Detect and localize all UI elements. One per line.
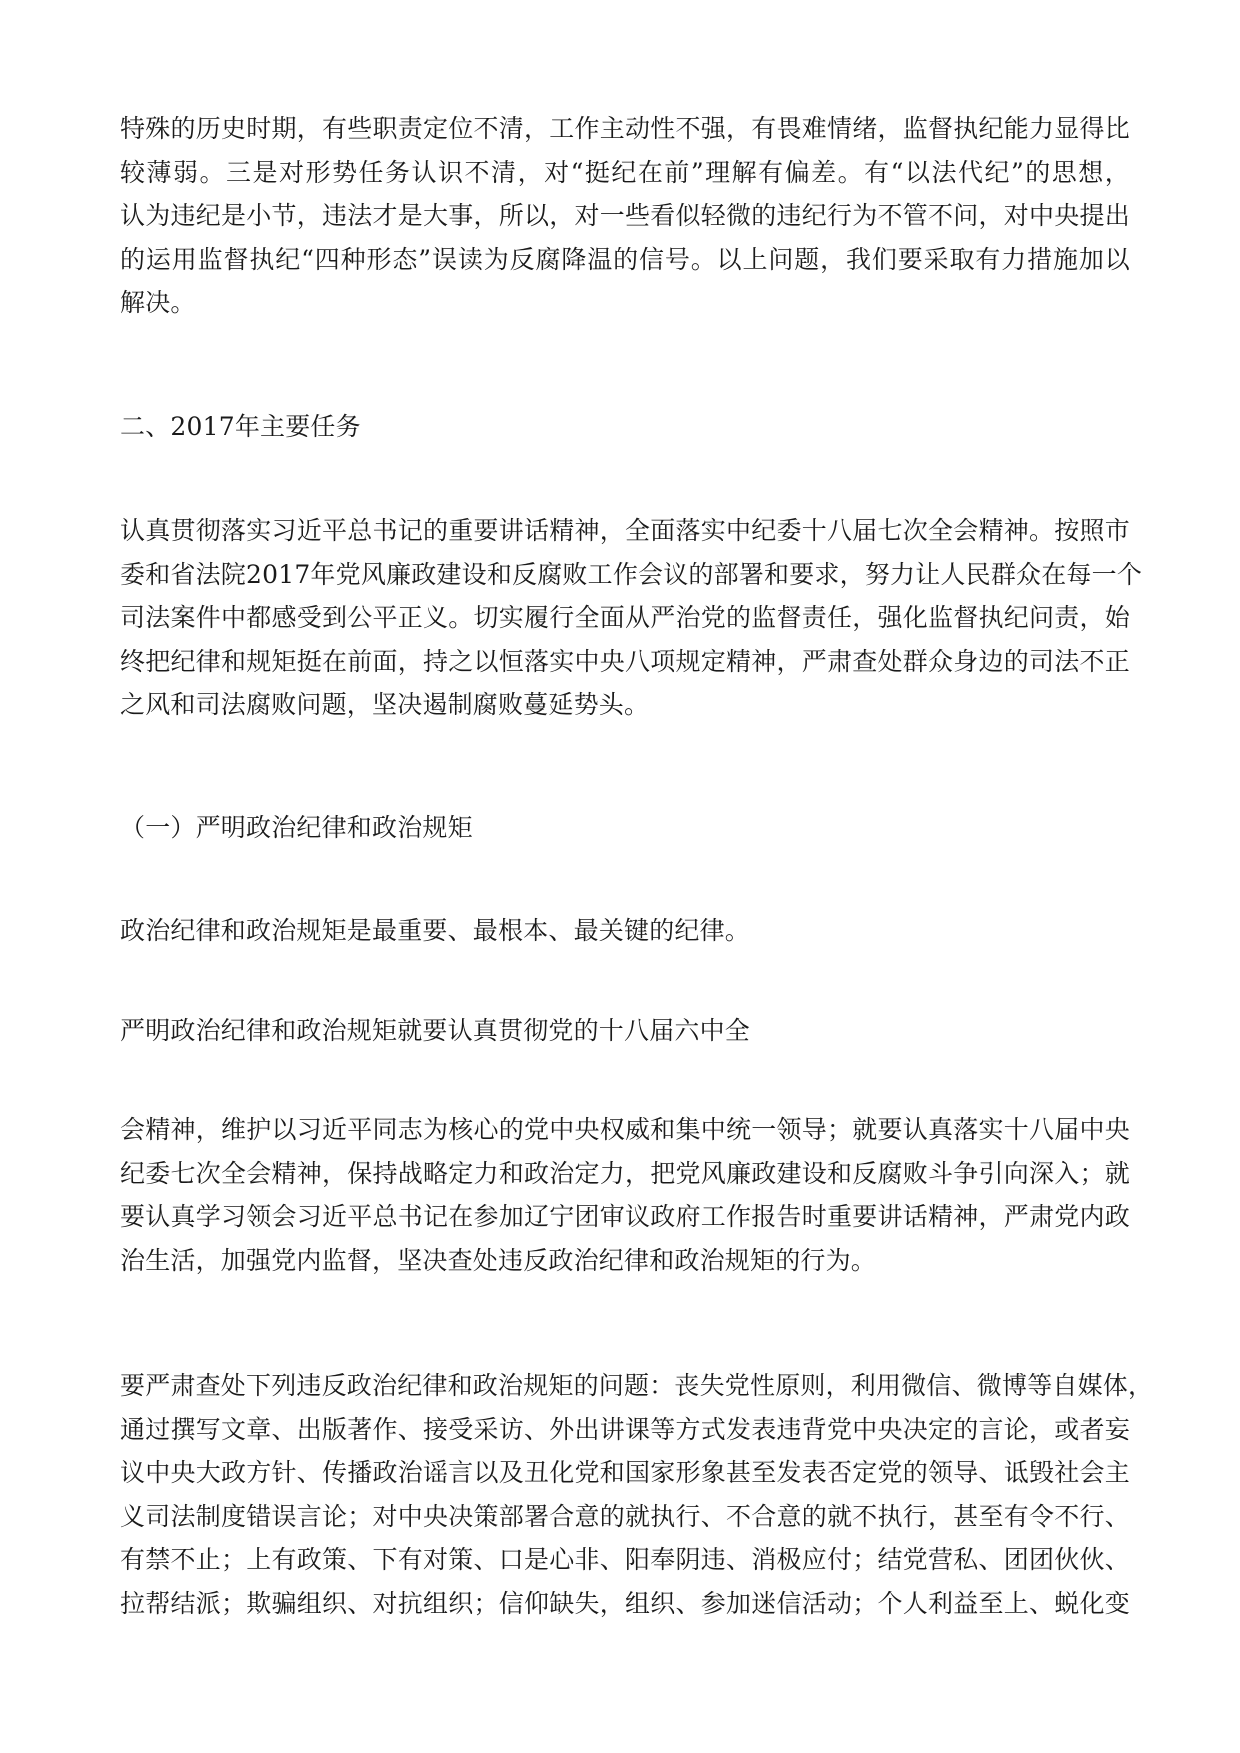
- text-line: 委和省法院2017年党风廉政建设和反腐败工作会议的部署和要求，努力让人民群众在每一个: [120, 559, 1143, 589]
- text-line: 的运用监督执纪“四种形态”误读为反腐降温的信号。以上问题，我们要采取有力措施加以: [120, 244, 1130, 274]
- text-line: 之风和司法腐败问题，坚决遏制腐败蔓延势头。: [120, 690, 650, 719]
- text-line: 较薄弱。三是对形势任务认识不清，对“挺纪在前”理解有偏差。有“以法代纪”的思想，: [120, 157, 1130, 187]
- text-line: 议中央大政方针、传播政治谣言以及丑化党和国家形象甚至发表否定党的领导、诋毁社会主: [120, 1458, 1130, 1487]
- text-line: 特殊的历史时期，有些职责定位不清，工作主动性不强，有畏难情绪，监督执纪能力显得比: [120, 114, 1130, 143]
- text-line: 治生活，加强党内监督，坚决查处违反政治纪律和政治规矩的行为。: [120, 1245, 877, 1275]
- text-line: 拉帮结派；欺骗组织、对抗组织；信仰缺失，组织、参加迷信活动；个人利益至上、蜕化变: [120, 1588, 1130, 1618]
- text-line: 要严肃查处下列违反政治纪律和政治规矩的问题：丧失党性原则，利用微信、微博等自媒体，: [120, 1371, 1154, 1400]
- text-line: 纪委七次全会精神，保持战略定力和政治定力，把党风廉政建设和反腐败斗争引向深入；就: [120, 1158, 1130, 1188]
- subsection-heading-text: （一）严明政治纪律和政治规矩: [120, 813, 473, 842]
- section-heading: [120, 405, 1130, 449]
- text-line: 严明政治纪律和政治规矩就要认真贯彻党的十八届六中全: [120, 1016, 751, 1045]
- section-heading-text: 二、2017年主要任务: [120, 412, 361, 441]
- text-line: 认真贯彻落实习近平总书记的重要讲话精神，全面落实中纪委十八届七次全会精神。按照市: [120, 516, 1130, 545]
- text-line: 会精神，维护以习近平同志为核心的党中央权威和集中统一领导；就要认真落实十八届中央: [120, 1115, 1130, 1144]
- text-line: 有禁不止；上有政策、下有对策、口是心非、阳奉阴违、消极应付；结党营私、团团伙伙、: [120, 1545, 1130, 1574]
- paragraph: [120, 509, 1143, 727]
- paragraph: [120, 1009, 1130, 1053]
- text-line: 要认真学习领会习近平总书记在参加辽宁团审议政府工作报告时重要讲话精神，严肃党内政: [120, 1202, 1130, 1231]
- paragraph: [120, 1108, 1130, 1282]
- text-line: 义司法制度错误言论；对中央决策部署合意的就执行、不合意的就不执行，甚至有令不行、: [120, 1501, 1130, 1531]
- text-line: 认为违纪是小节，违法才是大事，所以，对一些看似轻微的违纪行为不管不问，对中央提出: [120, 201, 1130, 230]
- paragraph: [120, 1364, 1154, 1625]
- text-line: 政治纪律和政治规矩是最重要、最根本、最关键的纪律。: [120, 916, 751, 945]
- text-line: 司法案件中都感受到公平正义。切实履行全面从严治党的监督责任，强化监督执纪问责，始: [120, 603, 1130, 632]
- text-line: 通过撰写文章、出版著作、接受采访、外出讲课等方式发表违背党中央决定的言论，或者妄: [120, 1414, 1130, 1444]
- subsection-heading: [120, 806, 1130, 850]
- text-line: 解决。: [120, 288, 196, 317]
- paragraph: [120, 909, 1130, 953]
- text-line: 终把纪律和规矩挺在前面，持之以恒落实中央八项规定精神，严肃查处群众身边的司法不正: [120, 646, 1130, 676]
- paragraph-continuation: [120, 107, 1130, 325]
